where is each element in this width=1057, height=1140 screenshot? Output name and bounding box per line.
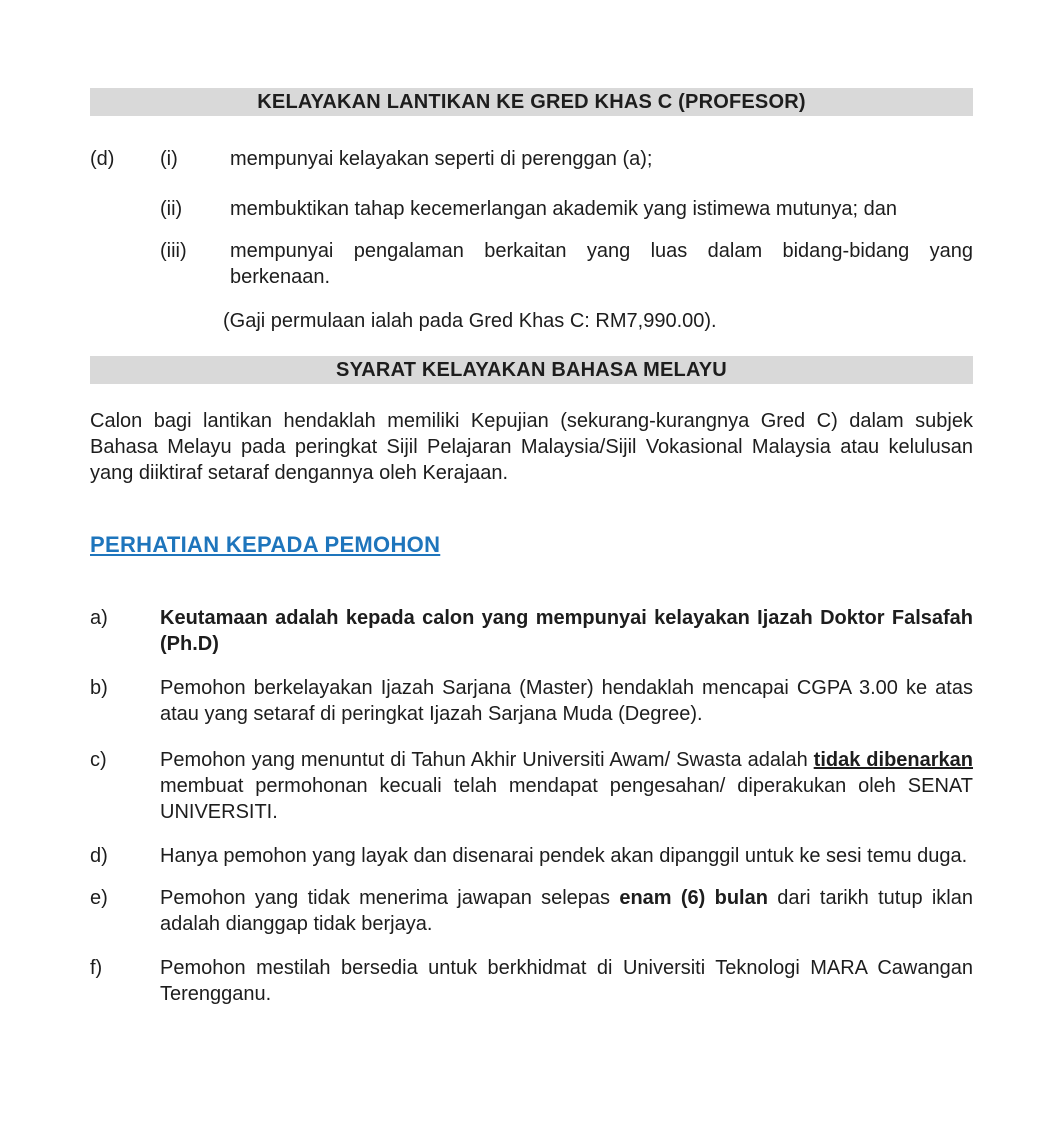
perhatian-item-e-text-before: Pemohon yang tidak menerima jawapan selepas [160,887,620,909]
salary-note: (Gaji permulaan ialah pada Gred Khas C: RM7,990.00). [223,310,717,332]
perhatian-marker-f: f) [90,957,103,979]
list-label-d: (d) [90,148,115,170]
perhatian-item-c [90,747,973,825]
syarat-paragraph: Calon bagi lantikan hendaklah memiliki Kepujian (sekurang-kurangnya Gred C) dalam subjek Bahasa Melayu pada peringkat Sijil Pelajaran Malaysia/Sijil Vokasional Malaysia atau kelulusan yang diiktiraf setaraf dengannya oleh Kerajaan. [90,410,973,484]
perhatian-item-b-text: Pemohon berkelayakan Ijazah Sarjana (Master) hendaklah mencapai CGPA 3.00 ke atas atau yang setaraf di peringkat Ijazah Sarjana Muda (Degree). [160,677,973,725]
perhatian-marker-b: b) [90,677,108,699]
perhatian-item-d [90,843,973,869]
list-item-d-ii [90,196,973,222]
perhatian-item-c-emphasis: tidak dibenarkan [813,749,974,771]
perhatian-item-a-text: Keutamaan adalah kepada calon yang mempunyai kelayakan Ijazah Doktor Falsafah (Ph.D) [160,607,973,655]
perhatian-item-e [90,885,973,937]
perhatian-marker-a: a) [90,607,108,629]
perhatian-item-e-text-after: dari tarikh tutup iklan adalah dianggap tidak berjaya. [160,887,973,935]
perhatian-item-f [90,955,973,1007]
perhatian-marker-c: c) [90,749,107,771]
perhatian-item-e-emphasis: enam (6) bulan [619,887,768,909]
list-item-iii-text: mempunyai pengalaman berkaitan yang luas dalam bidang-bidang yang berkenaan. [230,240,973,288]
perhatian-item-e-text [160,885,973,937]
perhatian-item-c-text-after: membuat permohonan kecuali telah mendapat pengesahan/ diperakukan oleh SENAT UNIVERSITI. [160,775,973,823]
list-item-d-iii [90,238,973,290]
section-header-kelayakan-text: KELAYAKAN LANTIKAN KE GRED KHAS C (PROFESOR) [257,91,806,113]
list-marker-iii: (iii) [160,240,187,262]
perhatian-item-b [90,675,973,727]
list-marker-i: (i) [160,148,178,170]
perhatian-heading: PERHATIAN KEPADA PEMOHON [90,532,441,557]
perhatian-marker-e: e) [90,887,108,909]
perhatian-item-c-text-before: Pemohon yang menuntut di Tahun Akhir Universiti Awam/ Swasta adalah [160,749,814,771]
list-item-ii-text: membuktikan tahap kecemerlangan akademik yang istimewa mutunya; dan [230,198,898,220]
perhatian-item-a [90,605,973,657]
perhatian-item-f-text: Pemohon mestilah bersedia untuk berkhidmat di Universiti Teknologi MARA Cawangan Terengganu. [160,957,973,1005]
section-header-syarat [90,356,973,384]
perhatian-marker-d: d) [90,845,108,867]
list-item-i-text: mempunyai kelayakan seperti di perenggan (a); [230,148,653,170]
perhatian-item-c-text [160,747,973,825]
perhatian-item-d-text: Hanya pemohon yang layak dan disenarai pendek akan dipanggil untuk ke sesi temu duga. [160,845,968,867]
section-header-syarat-text: SYARAT KELAYAKAN BAHASA MELAYU [336,359,727,381]
list-marker-ii: (ii) [160,198,183,220]
section-header-kelayakan [90,88,973,116]
list-item-d-i [90,146,973,172]
